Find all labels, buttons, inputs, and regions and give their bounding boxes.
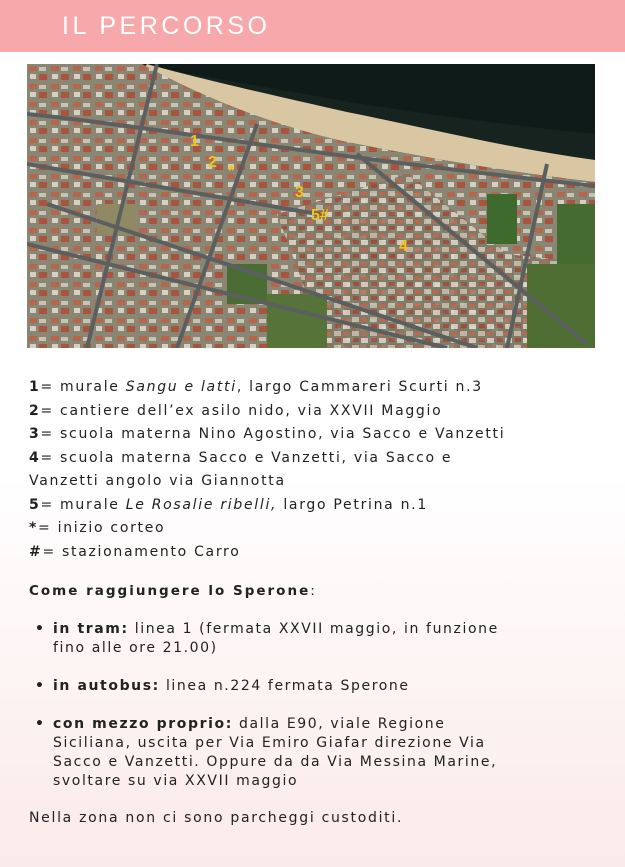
- bullet-icon: •: [35, 678, 46, 694]
- legend-item: 4= scuola materna Sacco e Vanzetti, via Sacco e Vanzetti angolo via Giannotta: [29, 449, 453, 489]
- header-banner: [0, 0, 625, 52]
- legend-item: *= inizio corteo: [29, 520, 166, 536]
- legend-item: 5= murale Le Rosalie ribelli, largo Petrina n.1: [29, 496, 428, 513]
- map-marker-5: 5#: [311, 207, 329, 224]
- legend: [29, 376, 609, 564]
- list-item-car: • con mezzo proprio: dalla E90, viale Regione Siciliana, uscita per Via Emiro Giafar direzione Via Sacco e Vanzetti. Oppure da da Via Messina Marine, svoltare su via XXVII maggio: [35, 716, 498, 789]
- map-marker-start: *: [228, 163, 235, 180]
- page-title: IL PERCORSO: [62, 12, 271, 40]
- map-marker-1: 1: [190, 133, 199, 150]
- legend-item: 3= scuola materna Nino Agostino, via Sacco e Vanzetti: [29, 426, 506, 442]
- map-image: [27, 64, 595, 348]
- bullet-icon: •: [35, 716, 46, 732]
- map-marker-3: 3: [295, 184, 304, 201]
- list-item-tram: • in tram: linea 1 (fermata XXVII maggio, in funzione fino alle ore 21.00): [35, 621, 499, 656]
- directions-list: [31, 620, 591, 791]
- legend-item: #= stazionamento Carro: [29, 543, 241, 560]
- bullet-icon: •: [35, 621, 46, 637]
- legend-item: 1= murale Sangu e latti, largo Cammareri Scurti n.3: [29, 379, 483, 395]
- map-marker-4: 4: [399, 238, 408, 255]
- parking-note: Nella zona non ci sono parcheggi custoditi.: [29, 810, 404, 826]
- directions-heading: Come raggiungere lo Sperone:: [29, 583, 317, 599]
- legend-item: 2= cantiere dell’ex asilo nido, via XXVII Maggio: [29, 402, 443, 419]
- route-map: [27, 64, 595, 348]
- map-marker-2: 2: [208, 154, 217, 171]
- list-item-bus: • in autobus: linea n.224 fermata Sperone: [35, 678, 410, 694]
